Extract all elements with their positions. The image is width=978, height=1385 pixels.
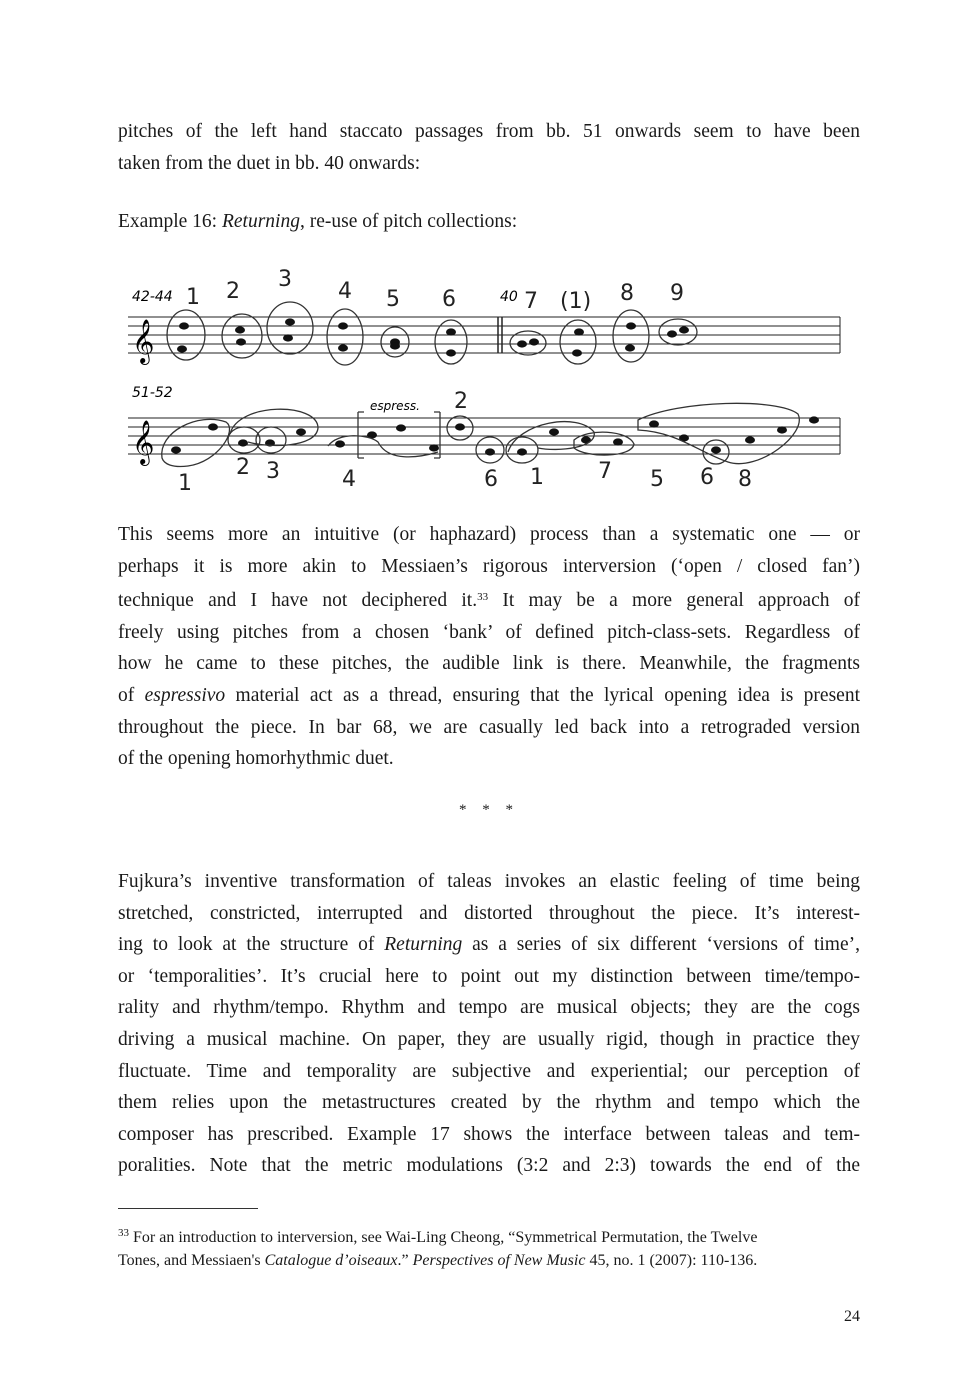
svg-text:1: 1	[178, 471, 192, 494]
text-line: throughout the piece. In bar 68, we are casually led back into a retrograded version	[118, 716, 860, 738]
music-example	[118, 262, 860, 494]
svg-text:7: 7	[598, 459, 612, 484]
svg-text:6: 6	[484, 467, 498, 492]
svg-text:1: 1	[186, 285, 200, 310]
body-paragraph	[118, 519, 860, 775]
treble-clef-icon: 𝄞	[132, 319, 155, 363]
row-2-group-numbers	[178, 389, 752, 494]
svg-text:7: 7	[524, 289, 538, 314]
text-line: how he came to these pitches, the audible link is there. Meanwhile, the fragments	[118, 653, 860, 675]
svg-text:1: 1	[530, 465, 544, 490]
text-line: fluctuate. Time and temporality are subjective and experiential; our perception of	[118, 1060, 860, 1082]
text-line: driving a musical machine. On paper, they are usually rigid, though in practice they	[118, 1028, 860, 1050]
staff-row-2	[128, 418, 840, 454]
svg-text:2: 2	[236, 455, 250, 480]
treble-clef-icon: 𝄞	[132, 420, 155, 464]
text-line: them relies upon the metastructures created by the rhythm and tempo which the	[118, 1092, 860, 1114]
caption-work-title: Returning	[221, 211, 300, 232]
text-line: of espressivo material act as a thread, ensuring that the lyrical opening idea is present	[118, 684, 860, 706]
text-line: This seems more an intuitive (or haphazard) process than a systematic one — or	[118, 524, 860, 545]
body-paragraph	[118, 866, 860, 1182]
footnote-ref[interactable]: 33	[477, 591, 489, 604]
footnote-line: Tones, and Messiaen's Catalogue d’oiseaux.” Perspectives of New Music 45, no. 1 (2007): 110-136.	[118, 1252, 758, 1269]
svg-text:2: 2	[226, 279, 240, 304]
footnote	[118, 1222, 860, 1272]
staff-row-1	[128, 317, 840, 353]
footnote-number: 33	[118, 1227, 129, 1239]
text-line: freely using pitches from a chosen ‘bank’ of defined pitch-class-sets. Regardless of	[118, 621, 860, 643]
footnote-line: $^{33}$ For an introduction to interversion, see Wai-Ling Cheong, “Symmetrical Permutation, the Twelve	[118, 1227, 758, 1246]
text-line: composer has prescribed. Example 17 shows the interface between taleas and tem-	[118, 1123, 860, 1145]
svg-text:6: 6	[442, 287, 456, 312]
section-separator: * * *	[459, 802, 519, 818]
svg-text:2: 2	[454, 389, 468, 414]
text-line: Fujkura’s inventive transformation of taleas invokes an elastic feeling of time being	[118, 871, 860, 892]
caption-suffix: , re-use of pitch collections:	[299, 211, 518, 232]
svg-text:4: 4	[342, 467, 356, 492]
text-line: stretched, constricted, interrupted and distorted throughout the piece. It’s interest-	[118, 902, 860, 924]
top-paragraph	[118, 116, 860, 179]
svg-text:5: 5	[386, 287, 400, 312]
footnote-divider	[118, 1208, 258, 1209]
text-line: poralities. Note that the metric modulations (3:2 and 2:3) towards the end of the	[118, 1155, 860, 1177]
caption-prefix: Example 16:	[118, 211, 222, 232]
svg-text:4: 4	[338, 279, 352, 304]
svg-text:3: 3	[278, 267, 292, 292]
row-1-notes	[177, 318, 689, 356]
text-line: rality and rhythm/tempo. Rhythm and tempo are musical objects; they are the cogs	[118, 997, 860, 1019]
svg-text:9: 9	[670, 281, 684, 306]
expression-marking: espress.	[370, 399, 420, 413]
text-line: technique and I have not deciphered it.$^{33}$ It may be a more general approach of	[118, 590, 860, 612]
bar-label: 42-44	[132, 289, 173, 305]
text-line: of the opening homorhythmic duet.	[118, 748, 394, 770]
row-1-circles	[167, 302, 697, 365]
svg-text:8: 8	[620, 281, 634, 306]
text-line: ing to look at the structure of Returning as a series of six different ‘versions of time’,	[118, 934, 860, 956]
text-line: or ‘temporalities’. It’s crucial here to point out my distinction between time/tempo-	[118, 965, 860, 987]
row-2-circles	[162, 403, 800, 466]
page-number: 24	[844, 1308, 860, 1325]
svg-text:6: 6	[700, 465, 714, 490]
svg-text:(1): (1)	[560, 289, 592, 314]
example-caption	[118, 211, 517, 233]
svg-text:3: 3	[266, 459, 280, 484]
svg-text:8: 8	[738, 467, 752, 492]
text-line: pitches of the left hand staccato passages from bb. 51 onwards seem to have been	[118, 121, 860, 142]
bar-label: 40	[500, 289, 518, 305]
text-line: taken from the duet in bb. 40 onwards:	[118, 152, 421, 174]
text-line: perhaps it is more akin to Messiaen’s rigorous interversion (‘open / closed fan’)	[118, 555, 860, 577]
svg-text:5: 5	[650, 467, 664, 492]
row-1-group-numbers	[186, 267, 684, 314]
bar-label: 51-52	[132, 385, 173, 401]
